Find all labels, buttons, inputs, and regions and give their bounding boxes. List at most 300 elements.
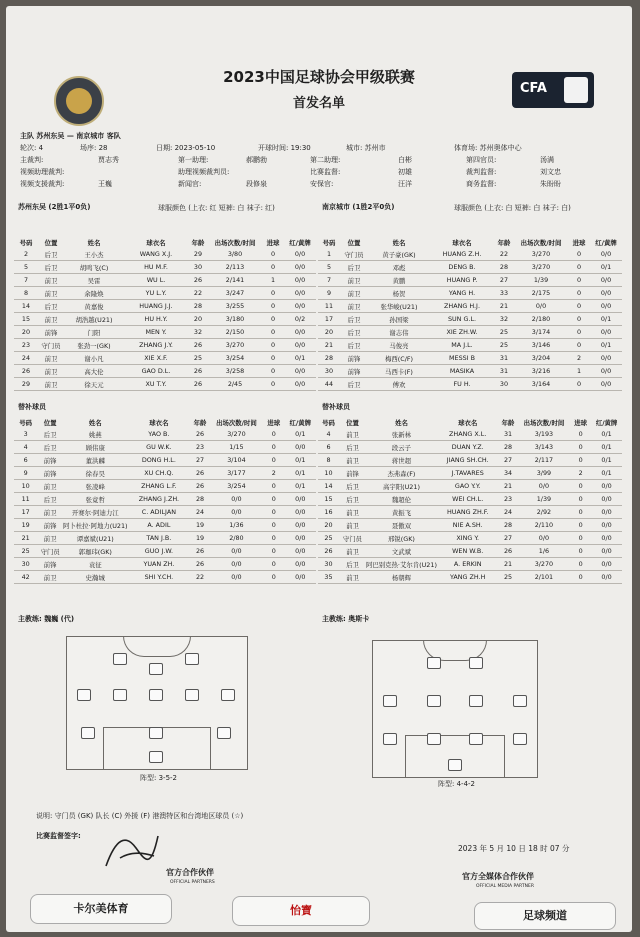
player-row [318, 287, 622, 300]
table-cell: ZHANG J.ZH. [128, 493, 191, 506]
table-cell: 10 [14, 480, 37, 493]
player-row [318, 339, 622, 352]
table-cell: 3/270 [208, 339, 262, 352]
away-coach: 主教练: 奥斯卡 [322, 615, 370, 623]
table-cell: 0/0 [591, 545, 622, 558]
table-cell: MESSI B [430, 352, 494, 365]
away-subs-title: 替补球员 [322, 403, 350, 411]
table-cell: WANG X.J. [124, 248, 188, 261]
table-cell: 马西卡(F) [368, 365, 430, 378]
player-shirt-icon [469, 695, 483, 707]
table-cell: 前锋 [37, 558, 63, 571]
column-header: 年龄 [193, 418, 207, 427]
table-cell: 3/204 [514, 352, 568, 365]
column-header: 进球 [267, 418, 281, 427]
table-cell: 0/0 [284, 378, 316, 391]
column-header: 年龄 [497, 238, 511, 247]
table-cell: 8 [14, 287, 38, 300]
table-cell: 0 [570, 428, 591, 441]
table-cell: 0 [263, 571, 284, 584]
table-cell: WEI CH.L. [437, 493, 499, 506]
table-cell: 0/0 [518, 480, 571, 493]
kickoff-time: 开球时间: 19:30 [258, 144, 311, 152]
table-cell: 后卫 [340, 378, 368, 391]
player-row [14, 300, 316, 313]
table-cell: 2/150 [208, 326, 262, 339]
table-cell: 15 [318, 493, 339, 506]
column-header: 位置 [347, 238, 361, 247]
table-cell: C. ADILJAN [128, 506, 191, 519]
table-cell: 0 [568, 326, 590, 339]
player-row [14, 467, 316, 480]
player-row [14, 352, 316, 365]
player-shirt-icon [149, 689, 163, 701]
signature-label: 比赛监督签字: [36, 832, 81, 840]
player-row [14, 454, 316, 467]
table-cell: 前锋 [37, 519, 63, 532]
table-cell: 0/1 [591, 428, 622, 441]
table-cell: JIANG SH.CH. [437, 454, 499, 467]
table-cell: 0/1 [590, 313, 622, 326]
table-cell: 前卫 [340, 274, 368, 287]
table-cell: A. ERKIN [437, 558, 499, 571]
table-cell: 后卫 [38, 248, 64, 261]
column-header: 进球 [572, 238, 586, 247]
table-cell: 0 [570, 519, 591, 532]
table-cell: 17 [318, 313, 340, 326]
table-cell: 前卫 [38, 274, 64, 287]
table-cell: 0/0 [284, 248, 316, 261]
table-cell: 0/0 [591, 519, 622, 532]
table-cell: 1/15 [210, 441, 263, 454]
table-cell: 前锋 [37, 454, 63, 467]
table-cell: 0 [262, 365, 284, 378]
table-cell: 6 [318, 441, 339, 454]
table-cell: 0 [263, 506, 284, 519]
column-header: 红/黄牌 [289, 238, 311, 247]
table-cell: 前卫 [38, 352, 64, 365]
table-cell: 31 [494, 365, 514, 378]
column-header: 号码 [19, 418, 33, 427]
table-cell: 0/0 [284, 300, 316, 313]
table-cell: ZHANG J.Y. [124, 339, 188, 352]
table-cell: 5 [14, 261, 38, 274]
table-cell: 26 [190, 480, 210, 493]
table-cell: 0 [568, 274, 590, 287]
column-header: 出场次数/时间 [214, 238, 256, 247]
table-cell: 1 [318, 248, 340, 261]
home-starters-table [14, 236, 316, 391]
media-partner-label-en: OFFICIAL MEDIA PARTNER [476, 884, 534, 889]
table-cell: 20 [318, 326, 340, 339]
table-cell: ZHANG H.J. [430, 300, 494, 313]
table-cell: 26 [188, 378, 208, 391]
table-cell: 0/0 [590, 274, 622, 287]
table-cell: HU H.Y. [124, 313, 188, 326]
partners-label: 官方合作伙伴 [166, 868, 214, 877]
ref-supervisor-label: 裁判监督: [466, 168, 497, 176]
away-kit: 球服颜色 (上衣: 白 短裤: 白 袜子: 白) [454, 204, 571, 212]
table-cell: 黄鹏 [368, 274, 430, 287]
table-cell: 27 [498, 532, 517, 545]
table-cell: 2/117 [518, 454, 571, 467]
table-cell: XIE X.F. [124, 352, 188, 365]
var2-label: 视频支援裁判: [20, 180, 65, 188]
table-cell: 30 [14, 558, 37, 571]
table-cell: 聂傲双 [366, 519, 437, 532]
player-row [318, 428, 622, 441]
table-cell: 0/0 [210, 545, 263, 558]
table-cell: 24 [190, 506, 210, 519]
table-cell: 0 [570, 545, 591, 558]
player-row [14, 365, 316, 378]
table-cell: 阿卜杜拉·阿地力(U21) [63, 519, 128, 532]
table-cell: 胡鸣飞(C) [64, 261, 124, 274]
table-cell: 段云子 [366, 441, 437, 454]
player-shirt-icon [77, 689, 91, 701]
player-shirt-icon [427, 695, 441, 707]
table-cell: 后卫 [37, 493, 63, 506]
player-row [318, 532, 622, 545]
table-cell: 前锋 [340, 365, 368, 378]
table-cell: 20 [318, 519, 339, 532]
table-cell: 文武斌 [366, 545, 437, 558]
table-cell: 门阳 [64, 326, 124, 339]
table-cell: 0/0 [518, 532, 571, 545]
table-cell: 25 [188, 352, 208, 365]
away-starters-table [318, 236, 622, 391]
home-formation: 阵型: 3-5-2 [140, 774, 177, 782]
table-cell: 28 [494, 261, 514, 274]
table-cell: 0 [568, 313, 590, 326]
table-cell: 28 [190, 493, 210, 506]
table-cell: 0/0 [591, 558, 622, 571]
var-label: 视频助理裁判: [20, 168, 65, 176]
table-cell: MASIKA [430, 365, 494, 378]
table-cell: 2/141 [208, 274, 262, 287]
match-date: 日期: 2023-05-10 [156, 144, 216, 152]
column-header: 姓名 [87, 238, 101, 247]
table-cell: 2/180 [514, 313, 568, 326]
table-cell: 张华峻(U21) [368, 300, 430, 313]
table-cell: 0/0 [284, 274, 316, 287]
table-cell: 守门员 [38, 339, 64, 352]
table-cell: 21 [318, 339, 340, 352]
table-cell: 姚燕 [63, 428, 128, 441]
table-cell: J.TAVARES [437, 467, 499, 480]
home-team-title: 苏州东吴 (2胜1平0负) [18, 203, 91, 211]
table-cell: 16 [318, 506, 339, 519]
player-row [14, 261, 316, 274]
table-cell: 3/174 [514, 326, 568, 339]
table-cell: 29 [14, 378, 38, 391]
table-cell: 3/254 [210, 480, 263, 493]
table-cell: 22 [494, 248, 514, 261]
table-cell: 后卫 [339, 480, 366, 493]
table-cell: 0/0 [285, 519, 316, 532]
table-cell: 28 [188, 300, 208, 313]
table-cell: 董洪麟 [63, 454, 128, 467]
table-cell: HUANG ZH.F. [437, 506, 499, 519]
away-subs-table [318, 416, 622, 584]
table-cell: 11 [14, 493, 37, 506]
player-row [318, 248, 622, 261]
table-cell: 0 [263, 519, 284, 532]
table-cell: YU L.Y. [124, 287, 188, 300]
table-cell: 后卫 [340, 313, 368, 326]
table-cell: 3/180 [208, 313, 262, 326]
table-cell: 魏超伦 [366, 493, 437, 506]
table-cell: 1/36 [210, 519, 263, 532]
table-cell: 后卫 [339, 441, 366, 454]
table-cell: 0/0 [285, 532, 316, 545]
table-cell: 31 [498, 428, 517, 441]
var-ar-label: 助理视频裁判员: [178, 168, 230, 176]
table-cell: 0 [568, 248, 590, 261]
table-cell: 谢小凡 [64, 352, 124, 365]
column-header: 红/黄牌 [595, 418, 618, 427]
table-cell: 0/0 [285, 441, 316, 454]
table-cell: 26 [190, 467, 210, 480]
table-cell: 0/0 [285, 558, 316, 571]
table-cell: 0 [263, 532, 284, 545]
table-cell: 谭嘉斌(U21) [63, 532, 128, 545]
table-cell: 后卫 [37, 428, 63, 441]
table-cell: 28 [498, 519, 517, 532]
table-cell: 邢锐(GK) [366, 532, 437, 545]
table-cell: 20 [188, 313, 208, 326]
table-cell: 23 [190, 441, 210, 454]
column-header: 球衣名 [149, 418, 169, 427]
away-formation: 阵型: 4-4-2 [438, 780, 475, 788]
table-cell: 0/0 [285, 545, 316, 558]
table-cell: DUAN Y.Z. [437, 441, 499, 454]
player-row [318, 313, 622, 326]
table-cell: 邓彪 [368, 261, 430, 274]
table-cell: 3/143 [518, 441, 571, 454]
player-row [318, 519, 622, 532]
ar2-label: 第二助理: [310, 156, 341, 164]
table-cell: 杨贺 [368, 287, 430, 300]
table-cell: 张新林 [366, 428, 437, 441]
table-cell: 1 [568, 365, 590, 378]
player-shirt-icon [217, 727, 231, 739]
table-cell: 0/0 [285, 493, 316, 506]
player-row [318, 261, 622, 274]
table-cell: 0/1 [285, 467, 316, 480]
table-cell: 后卫 [340, 339, 368, 352]
table-cell: 2/101 [518, 571, 571, 584]
table-cell: 后卫 [339, 558, 366, 571]
table-cell: 3/177 [210, 467, 263, 480]
fourth-name: 汤满 [540, 156, 554, 164]
table-cell: 26 [188, 365, 208, 378]
table-cell: 19 [190, 532, 210, 545]
player-row [14, 378, 316, 391]
player-row [14, 287, 316, 300]
table-cell: 3/270 [210, 428, 263, 441]
table-cell: 0 [262, 287, 284, 300]
player-row [14, 428, 316, 441]
table-cell: HUANG J.J. [124, 300, 188, 313]
player-shirt-icon [149, 663, 163, 675]
column-header: 姓名 [88, 418, 102, 427]
table-cell: 孙国梁 [368, 313, 430, 326]
table-cell: 3/270 [514, 248, 568, 261]
player-shirt-icon [81, 727, 95, 739]
table-cell: 前卫 [340, 287, 368, 300]
security-label: 安保官: [310, 180, 334, 188]
table-cell: 阿巴别克热·艾尔肯(U21) [366, 558, 437, 571]
table-cell: 26 [190, 545, 210, 558]
table-cell: 0/0 [591, 532, 622, 545]
table-cell: 高大伦 [64, 365, 124, 378]
table-cell: 0/0 [591, 480, 622, 493]
table-cell: 25 [494, 339, 514, 352]
table-cell: 前卫 [339, 428, 366, 441]
table-cell: 史瀚城 [63, 571, 128, 584]
table-cell: 33 [494, 287, 514, 300]
cfa-logo: CFA [512, 72, 594, 108]
center-arc [123, 636, 191, 657]
column-header: 出场次数/时间 [216, 418, 257, 427]
table-cell: 后卫 [340, 326, 368, 339]
table-cell: 0 [570, 493, 591, 506]
table-cell: 2 [570, 467, 591, 480]
table-cell: 22 [188, 287, 208, 300]
table-cell: 前锋 [38, 326, 64, 339]
table-cell: 26 [188, 274, 208, 287]
legend-note: 说明: 守门员 (GK) 队长 (C) 外援 (F) 港澳特区和台湾地区球员 (☆) [36, 812, 244, 820]
fourth-label: 第四官员: [466, 156, 497, 164]
home-kit: 球服颜色 (上衣: 红 短裤: 白 袜子: 红) [158, 204, 275, 212]
table-cell: 25 [14, 545, 37, 558]
table-cell: 25 [498, 571, 517, 584]
column-header: 年龄 [191, 238, 205, 247]
table-cell: 高宇阳(U21) [366, 480, 437, 493]
table-cell: 3/258 [208, 365, 262, 378]
table-cell: 3/270 [518, 558, 571, 571]
table-cell: 0 [263, 454, 284, 467]
goalkeeper-shirt-icon [448, 759, 462, 771]
table-cell: 0 [570, 506, 591, 519]
table-cell: XING Y. [437, 532, 499, 545]
table-cell: 前锋 [37, 467, 63, 480]
player-shirt-icon [185, 653, 199, 665]
table-cell: 3/99 [518, 467, 571, 480]
table-cell: 张劲一(GK) [64, 339, 124, 352]
player-shirt-icon [383, 695, 397, 707]
match-teams: 主队 苏州东吴 — 南京城市 客队 [20, 132, 121, 140]
table-cell: 10 [318, 467, 339, 480]
player-shirt-icon [149, 727, 163, 739]
table-cell: 25 [318, 532, 339, 545]
column-header: 进球 [266, 238, 280, 247]
player-row [14, 480, 316, 493]
table-cell: 26 [318, 545, 339, 558]
column-header: 红/黄牌 [595, 238, 617, 247]
player-row [318, 545, 622, 558]
table-cell: FU H. [430, 378, 494, 391]
table-cell: 前卫 [340, 300, 368, 313]
table-cell: 前卫 [339, 545, 366, 558]
table-cell: 0/0 [590, 287, 622, 300]
table-cell: 4 [318, 428, 339, 441]
table-cell: 杰弗森(F) [366, 467, 437, 480]
table-cell: XU T.Y. [124, 378, 188, 391]
table-cell: 7 [14, 274, 38, 287]
table-cell: 0 [262, 339, 284, 352]
table-cell: 0/1 [591, 467, 622, 480]
player-row [318, 480, 622, 493]
table-cell: 0/0 [591, 493, 622, 506]
player-row [14, 339, 316, 352]
table-cell: 17 [14, 506, 37, 519]
partners-label-en: OFFICIAL PARTNERS [170, 880, 215, 885]
player-row [14, 441, 316, 454]
table-cell: GU W.K. [128, 441, 191, 454]
table-cell: 3/255 [208, 300, 262, 313]
column-header: 位置 [43, 418, 57, 427]
table-cell: SHI Y.CH. [128, 571, 191, 584]
table-cell: 守门员 [37, 545, 63, 558]
table-cell: 20 [14, 326, 38, 339]
table-cell: 30 [188, 261, 208, 274]
table-cell: WU L. [124, 274, 188, 287]
table-cell: 王小杰 [64, 248, 124, 261]
table-cell: MA J.L. [430, 339, 494, 352]
table-cell: 徐天元 [64, 378, 124, 391]
column-header: 号码 [19, 238, 33, 247]
table-cell: 1/39 [518, 493, 571, 506]
table-cell: 31 [494, 352, 514, 365]
table-cell: 0/0 [284, 339, 316, 352]
table-cell: 2 [263, 467, 284, 480]
player-shirt-icon [513, 695, 527, 707]
media-partner-label: 官方全媒体合作伙伴 [462, 872, 534, 881]
column-header: 年龄 [501, 418, 515, 427]
table-cell: TAN J.B. [128, 532, 191, 545]
round: 轮次: 4 [20, 144, 44, 152]
column-header: 球衣名 [452, 238, 472, 247]
table-cell: 守门员 [340, 248, 368, 261]
player-shirt-icon [427, 657, 441, 669]
home-coach: 主教练: 魏巍 (代) [18, 615, 75, 623]
table-cell: 4 [14, 441, 37, 454]
table-cell: 傅欢 [368, 378, 430, 391]
table-cell: 5 [318, 261, 340, 274]
table-cell: 后卫 [38, 261, 64, 274]
table-cell: 3/164 [514, 378, 568, 391]
table-cell: 前卫 [339, 454, 366, 467]
table-cell: A. ADIL [128, 519, 191, 532]
table-cell: 前卫 [37, 571, 63, 584]
table-cell: HUANG P. [430, 274, 494, 287]
table-cell: GUO J.W. [128, 545, 191, 558]
home-subs-table [14, 416, 316, 584]
table-cell: 3/254 [208, 352, 262, 365]
commercial-name: 朱盼盼 [540, 180, 561, 188]
table-cell: 2 [568, 352, 590, 365]
match-no: 场序: 28 [80, 144, 108, 152]
player-row [14, 545, 316, 558]
table-cell: 1/39 [514, 274, 568, 287]
table-cell: 0 [570, 558, 591, 571]
table-cell: 0 [262, 352, 284, 365]
table-cell: 张竟哲 [63, 493, 128, 506]
table-cell: 0/0 [284, 326, 316, 339]
table-cell: ZHANG L.F. [128, 480, 191, 493]
